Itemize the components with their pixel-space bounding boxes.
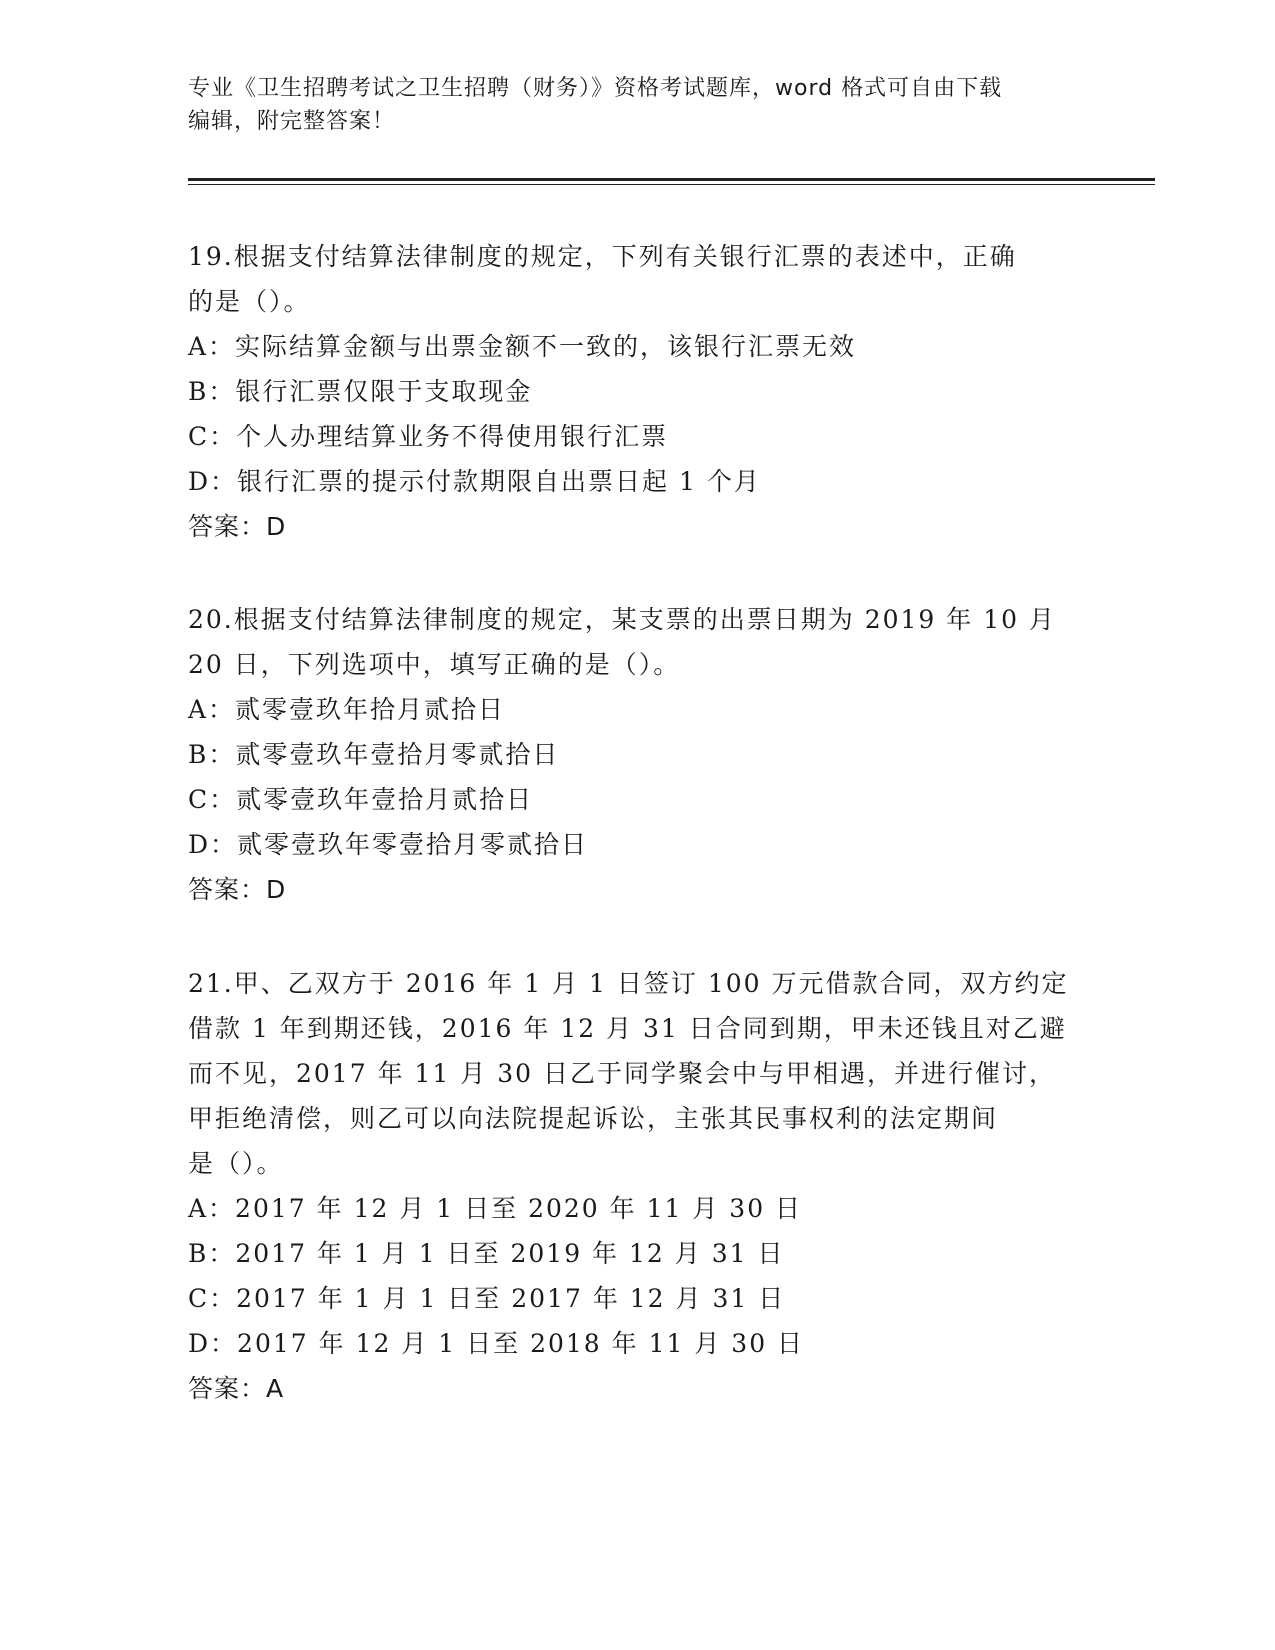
header-divider-thin xyxy=(188,184,1155,185)
question-stem xyxy=(188,961,1088,1186)
question-stem-line: 借款 1 年到期还钱，2016 年 12 月 31 日合同到期，甲未还钱且对乙避 xyxy=(188,1014,1067,1043)
document-header xyxy=(188,72,1088,138)
question-stem-line: 是（）。 xyxy=(188,1149,284,1178)
header-line: 编辑，附完整答案！ xyxy=(188,109,396,134)
question-stem-line: 19.根据支付结算法律制度的规定，下列有关银行汇票的表述中，正确 xyxy=(188,242,1017,271)
question-stem xyxy=(188,597,1088,687)
question-19 xyxy=(188,234,1088,549)
option-a: A：实际结算金额与出票金额不一致的，该银行汇票无效 xyxy=(188,332,857,361)
header-divider xyxy=(188,178,1155,181)
question-stem-line: 的是（）。 xyxy=(188,287,311,316)
option-b: B：贰零壹玖年壹拾月零贰拾日 xyxy=(188,740,560,769)
option-a: A：2017 年 12 月 1 日至 2020 年 11 月 30 日 xyxy=(188,1194,803,1223)
question-stem-line: 20.根据支付结算法律制度的规定，某支票的出票日期为 2019 年 10 月 xyxy=(188,605,1056,634)
question-stem xyxy=(188,234,1088,324)
answer-label: 答案：D xyxy=(188,875,287,904)
option-d: D：2017 年 12 月 1 日至 2018 年 11 月 30 日 xyxy=(188,1329,805,1358)
option-c: C：贰零壹玖年壹拾月贰拾日 xyxy=(188,785,534,814)
answer-label: 答案：A xyxy=(188,1374,285,1403)
option-c: C：个人办理结算业务不得使用银行汇票 xyxy=(188,422,669,451)
option-d: D：银行汇票的提示付款期限自出票日起 1 个月 xyxy=(188,467,761,496)
question-stem-line: 而不见，2017 年 11 月 30 日乙于同学聚会中与甲相遇，并进行催讨， xyxy=(188,1059,1056,1088)
question-21 xyxy=(188,961,1088,1411)
header-line: 专业《卫生招聘考试之卫生招聘（财务）》资格考试题库，word 格式可自由下载 xyxy=(188,76,1003,101)
option-b: B：银行汇票仅限于支取现金 xyxy=(188,377,533,406)
answer-label: 答案：D xyxy=(188,512,287,541)
option-c: C：2017 年 1 月 1 日至 2017 年 12 月 31 日 xyxy=(188,1284,786,1313)
option-d: D：贰零壹玖年零壹拾月零贰拾日 xyxy=(188,830,589,859)
question-stem-line: 20 日，下列选项中，填写正确的是（）。 xyxy=(188,650,681,679)
question-20 xyxy=(188,597,1088,912)
option-b: B：2017 年 1 月 1 日至 2019 年 12 月 31 日 xyxy=(188,1239,785,1268)
question-stem-line: 甲拒绝清偿，则乙可以向法院提起诉讼，主张其民事权利的法定期间 xyxy=(188,1104,999,1133)
option-a: A：贰零壹玖年拾月贰拾日 xyxy=(188,695,506,724)
question-stem-line: 21.甲、乙双方于 2016 年 1 月 1 日签订 100 万元借款合同，双方约定 xyxy=(188,969,1069,998)
